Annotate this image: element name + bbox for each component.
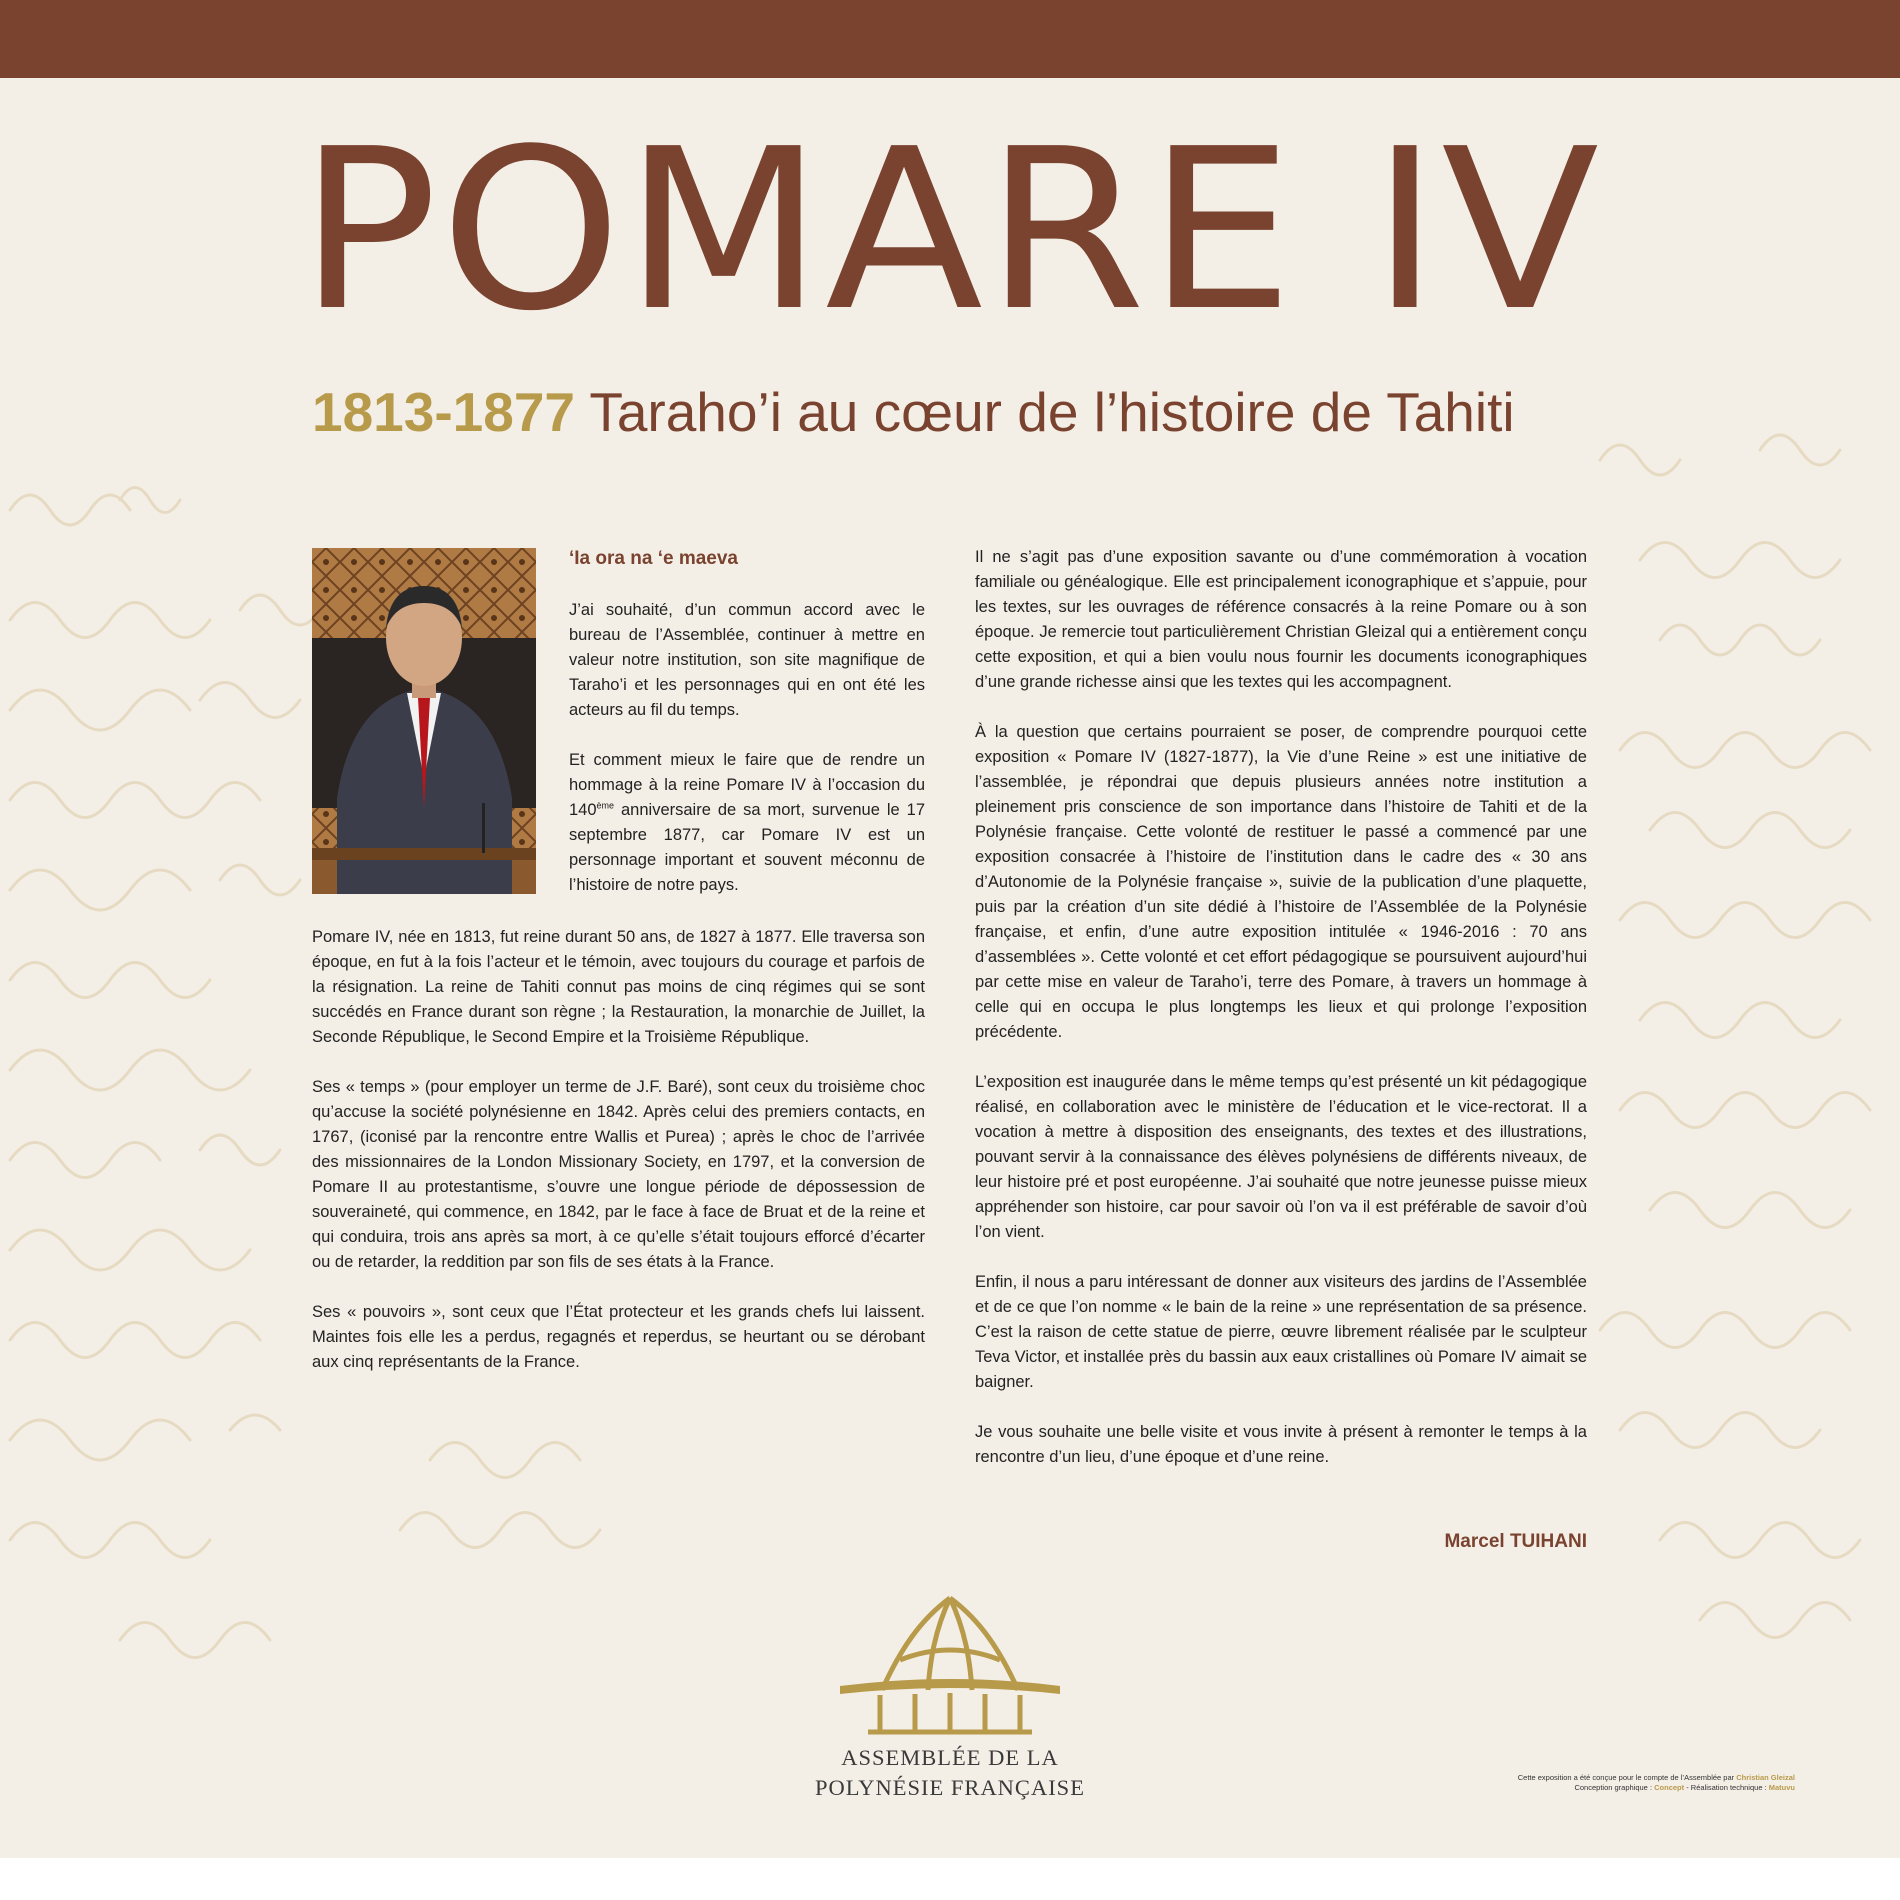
right-paragraph-4: Enfin, il nous a paru intéressant de donner aux visiteurs des jardins de l’Assemblée et de ce que l’on nomme « le bain de la reine » une représentation de sa présence. C’est la raison de cette statue de pierre, œuvre librement réalisée par le sculpteur Teva Victor, et installée près du bassin aux eaux cristallines où Pomare IV aimait se baigner. xyxy=(975,1273,1587,1391)
right-paragraph-3: L’exposition est inaugurée dans le même temps qu’est présenté un kit pédagogique réalisé, en collaboration avec le ministère de l’éducation et le vice-rectorat. Il a vocation à mettre à disposition des enseignants, des textes et des illustrations, pouvant servir à la connaissance des élèves polynésiens de différents niveaux, de leur histoire pré et post européenne. J’ai souhaité que notre jeunesse puisse mieux appréhender son histoire, car pour savoir où l’on va il est préférable de savoir d’où l’on vient. xyxy=(975,1073,1587,1241)
institution-name-line-1: ASSEMBLÉE DE LA xyxy=(841,1745,1059,1770)
right-paragraph-1: Il ne s’agit pas d’une exposition savante ou d’une commémoration à vocation familiale ou généalogique. Elle est principalement iconographique et s’appuie, pour les textes, sur les ouvrages de référence consacrés à la reine Pomare ou à son époque. Je remercie tout particulièrement Christian Gleizal qui a entièrement conçu cette exposition, et qui a bien voulu nous fournir les documents iconographiques d’une grande richesse ainsi que les textes qui les accompagnent. xyxy=(975,548,1587,691)
credits-line-2: Conception graphique : Concept - Réalisation technique : Matuvu xyxy=(1574,1783,1795,1792)
subtitle-text: Taraho’i au cœur de l’histoire de Tahiti xyxy=(575,381,1515,443)
assembly-building-logo-icon xyxy=(840,1590,1060,1740)
right-paragraph-5: Je vous souhaite une belle visite et vous invite à présent à remonter le temps à la rencontre d’un lieu, d’une époque et d’une reine. xyxy=(975,1423,1587,1466)
right-paragraph-2: À la question que certains pourraient se poser, de comprendre pourquoi cette exposition « Pomare IV (1827-1877), la Vie d’une Reine » est une initiative de l’assemblée, je répondrai que depuis plusieurs années notre institution a pleinement pris conscience de son importance dans l’histoire de Tahiti et de la Polynésie française. Cette volonté de restituer le passé a commencé par une exposition consacrée à l’histoire de l’institution dans le cadre des « 30 ans d’Autonomie de la Polynésie française », suivie de la publication d’une plaquette, puis par la création d’un site dédié à l’histoire de l’Assemblée de la Polynésie française, et enfin, d’une autre exposition intitulée « 1946-2016 : 70 ans d’assemblées ». Cette volonté et cet effort pédagogique se poursuivent aujourd’hui par cette mise en valeur de Taraho’i, terre des Pomare, à travers un hommage à celle qui en occupa le plus longtemps les lieux et qui prolonge l’exposition précédente. xyxy=(975,723,1587,1041)
left-paragraph-2: Ses « temps » (pour employer un terme de J.F. Baré), sont ceux du troisième choc qu’accuse la société polynésienne en 1842. Après celui des premiers contacts, en 1767, (iconisé par la rencontre entre Wallis et Purea) ; après le choc de l’arrivée des missionnaires de la London Missionary Society, en 1797, et la conversion de Pomare II au protestantisme, s’ouvre une longue période de dépossession de souveraineté, qui commence, en 1842, par le face à face de Bruat et de la reine et qui conduira, trois ans après sa mort, à ce qu’elle s’était toujours efforcé d’écarter ou de retarder, la reddition par son fils de ses états à la France. xyxy=(312,1078,925,1271)
subtitle-years: 1813-1877 xyxy=(312,381,576,443)
bottom-margin xyxy=(0,1858,1900,1900)
left-paragraph-1: Pomare IV, née en 1813, fut reine durant 50 ans, de 1827 à 1877. Elle traversa son époque, en fut à la fois l’acteur et le témoin, avec toujours du courage et parfois de la résignation. La reine de Tahiti connut pas moins de cinq régimes qui se sont succédés en France durant son règne ; la Restauration, la monarchie de Juillet, la Seconde République, le Second Empire et la Troisième République. xyxy=(312,928,925,1046)
left-paragraph-3: Ses « pouvoirs », sont ceux que l’État protecteur et les grands chefs lui laissent. Maintes fois elle les a perdus, regagnés et reperdus, se heurtant ou se dérobant aux cinq représentants de la France. xyxy=(312,1303,925,1371)
main-title: POMARE IV xyxy=(298,102,1602,360)
credits xyxy=(1400,1773,1795,1793)
intro-paragraph-2: Et comment mieux le faire que de rendre un hommage à la reine Pomare IV à l’occasion du 140ème anniversaire de sa mort, survenue le 17 septembre 1877, car Pomare IV est un personnage important et souvent méconnu de l’histoire de notre pays. xyxy=(569,751,925,894)
portrait-photo xyxy=(312,548,536,894)
manuscript-background xyxy=(0,380,1900,1780)
subtitle xyxy=(312,382,1515,443)
top-band xyxy=(0,0,1900,78)
left-column xyxy=(312,925,925,1400)
intro-text xyxy=(569,598,925,923)
institution-name xyxy=(750,1743,1150,1803)
intro-paragraph-1: J’ai souhaité, d’un commun accord avec le bureau de l’Assemblée, continuer à mettre en valeur notre institution, son site magnifique de Taraho’i et les personnages qui en ont été les acteurs au fil du temps. xyxy=(569,601,925,719)
institution-name-line-2: POLYNÉSIE FRANÇAISE xyxy=(815,1775,1085,1800)
signature: Marcel TUIHANI xyxy=(1444,1531,1587,1552)
credits-line-1: Cette exposition a été conçue pour le compte de l’Assemblée par Christian Gleizal xyxy=(1517,1773,1795,1782)
right-column xyxy=(975,545,1587,1495)
greeting-heading: ‘Ia ora na ‘e maeva xyxy=(569,548,738,569)
